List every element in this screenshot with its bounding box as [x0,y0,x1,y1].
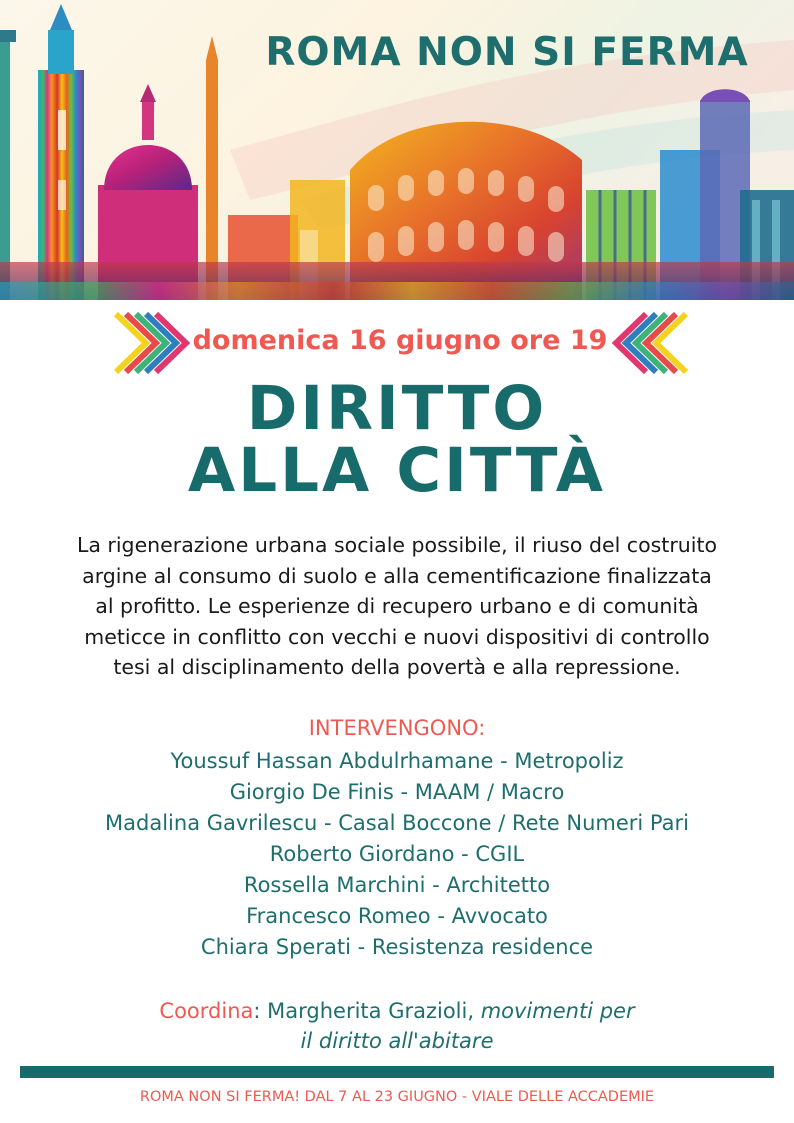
speaker-item: Chiara Sperati - Resistenza residence [200,935,594,959]
speaker-item: Roberto Giordano - CGIL [269,842,525,866]
speaker-item: Rossella Marchini - Architetto [243,873,551,897]
coordinator-separator: : [253,999,268,1023]
speakers-heading: INTERVENGONO: [308,716,486,740]
event-description [20,530,774,683]
title-line-2: ALLA CITTÀ [188,435,606,506]
chevron-right-icon [112,310,190,376]
description-line: meticce in conflitto con vecchi e nuovi dispositivi di controllo [84,624,710,649]
coordinator-line-1 [0,996,794,1026]
description-line: al profitto. Le esperienze di recupero urbano e di comunità [95,594,699,619]
speaker-item: Francesco Romeo - Avvocato [246,904,548,928]
description-line: tesi al disciplinamento della povertà e alla repressione. [113,655,681,680]
coordinator-name: Margherita Grazioli, [267,999,481,1023]
event-date-row [0,310,794,376]
coordinator-role-2: il diritto all'abitare [300,1029,494,1053]
footer-text: ROMA NON SI FERMA! DAL 7 AL 23 GIUGNO - VIALE DELLE ACCADEMIE [139,1089,655,1105]
coordinator-label: Coordina [159,999,254,1023]
skyline-banner [0,0,794,300]
title-line-1: DIRITTO [246,373,548,444]
chevron-left-icon [612,310,690,376]
speaker-item: Madalina Gavrilescu - Casal Boccone / Rete Numeri Pari [105,811,689,835]
coordinator-block [0,996,794,1056]
description-line: La rigenerazione urbana sociale possibile, il riuso del costruito [76,533,718,557]
banner-title: ROMA NON SI FERMA [265,30,749,75]
coordinator-role-1: movimenti per [480,999,635,1023]
description-line: argine al consumo di suolo e alla cementificazione finalizzata [82,563,712,588]
speaker-item: Youssuf Hassan Abdulrhamane - Metropoliz [170,749,624,773]
footer-divider [20,1066,774,1078]
speaker-item: Giorgio De Finis - MAAM / Macro [229,780,565,804]
speakers-list [0,746,794,963]
event-date: domenica 16 giugno ore 19 [192,325,608,356]
page-title [0,373,794,506]
